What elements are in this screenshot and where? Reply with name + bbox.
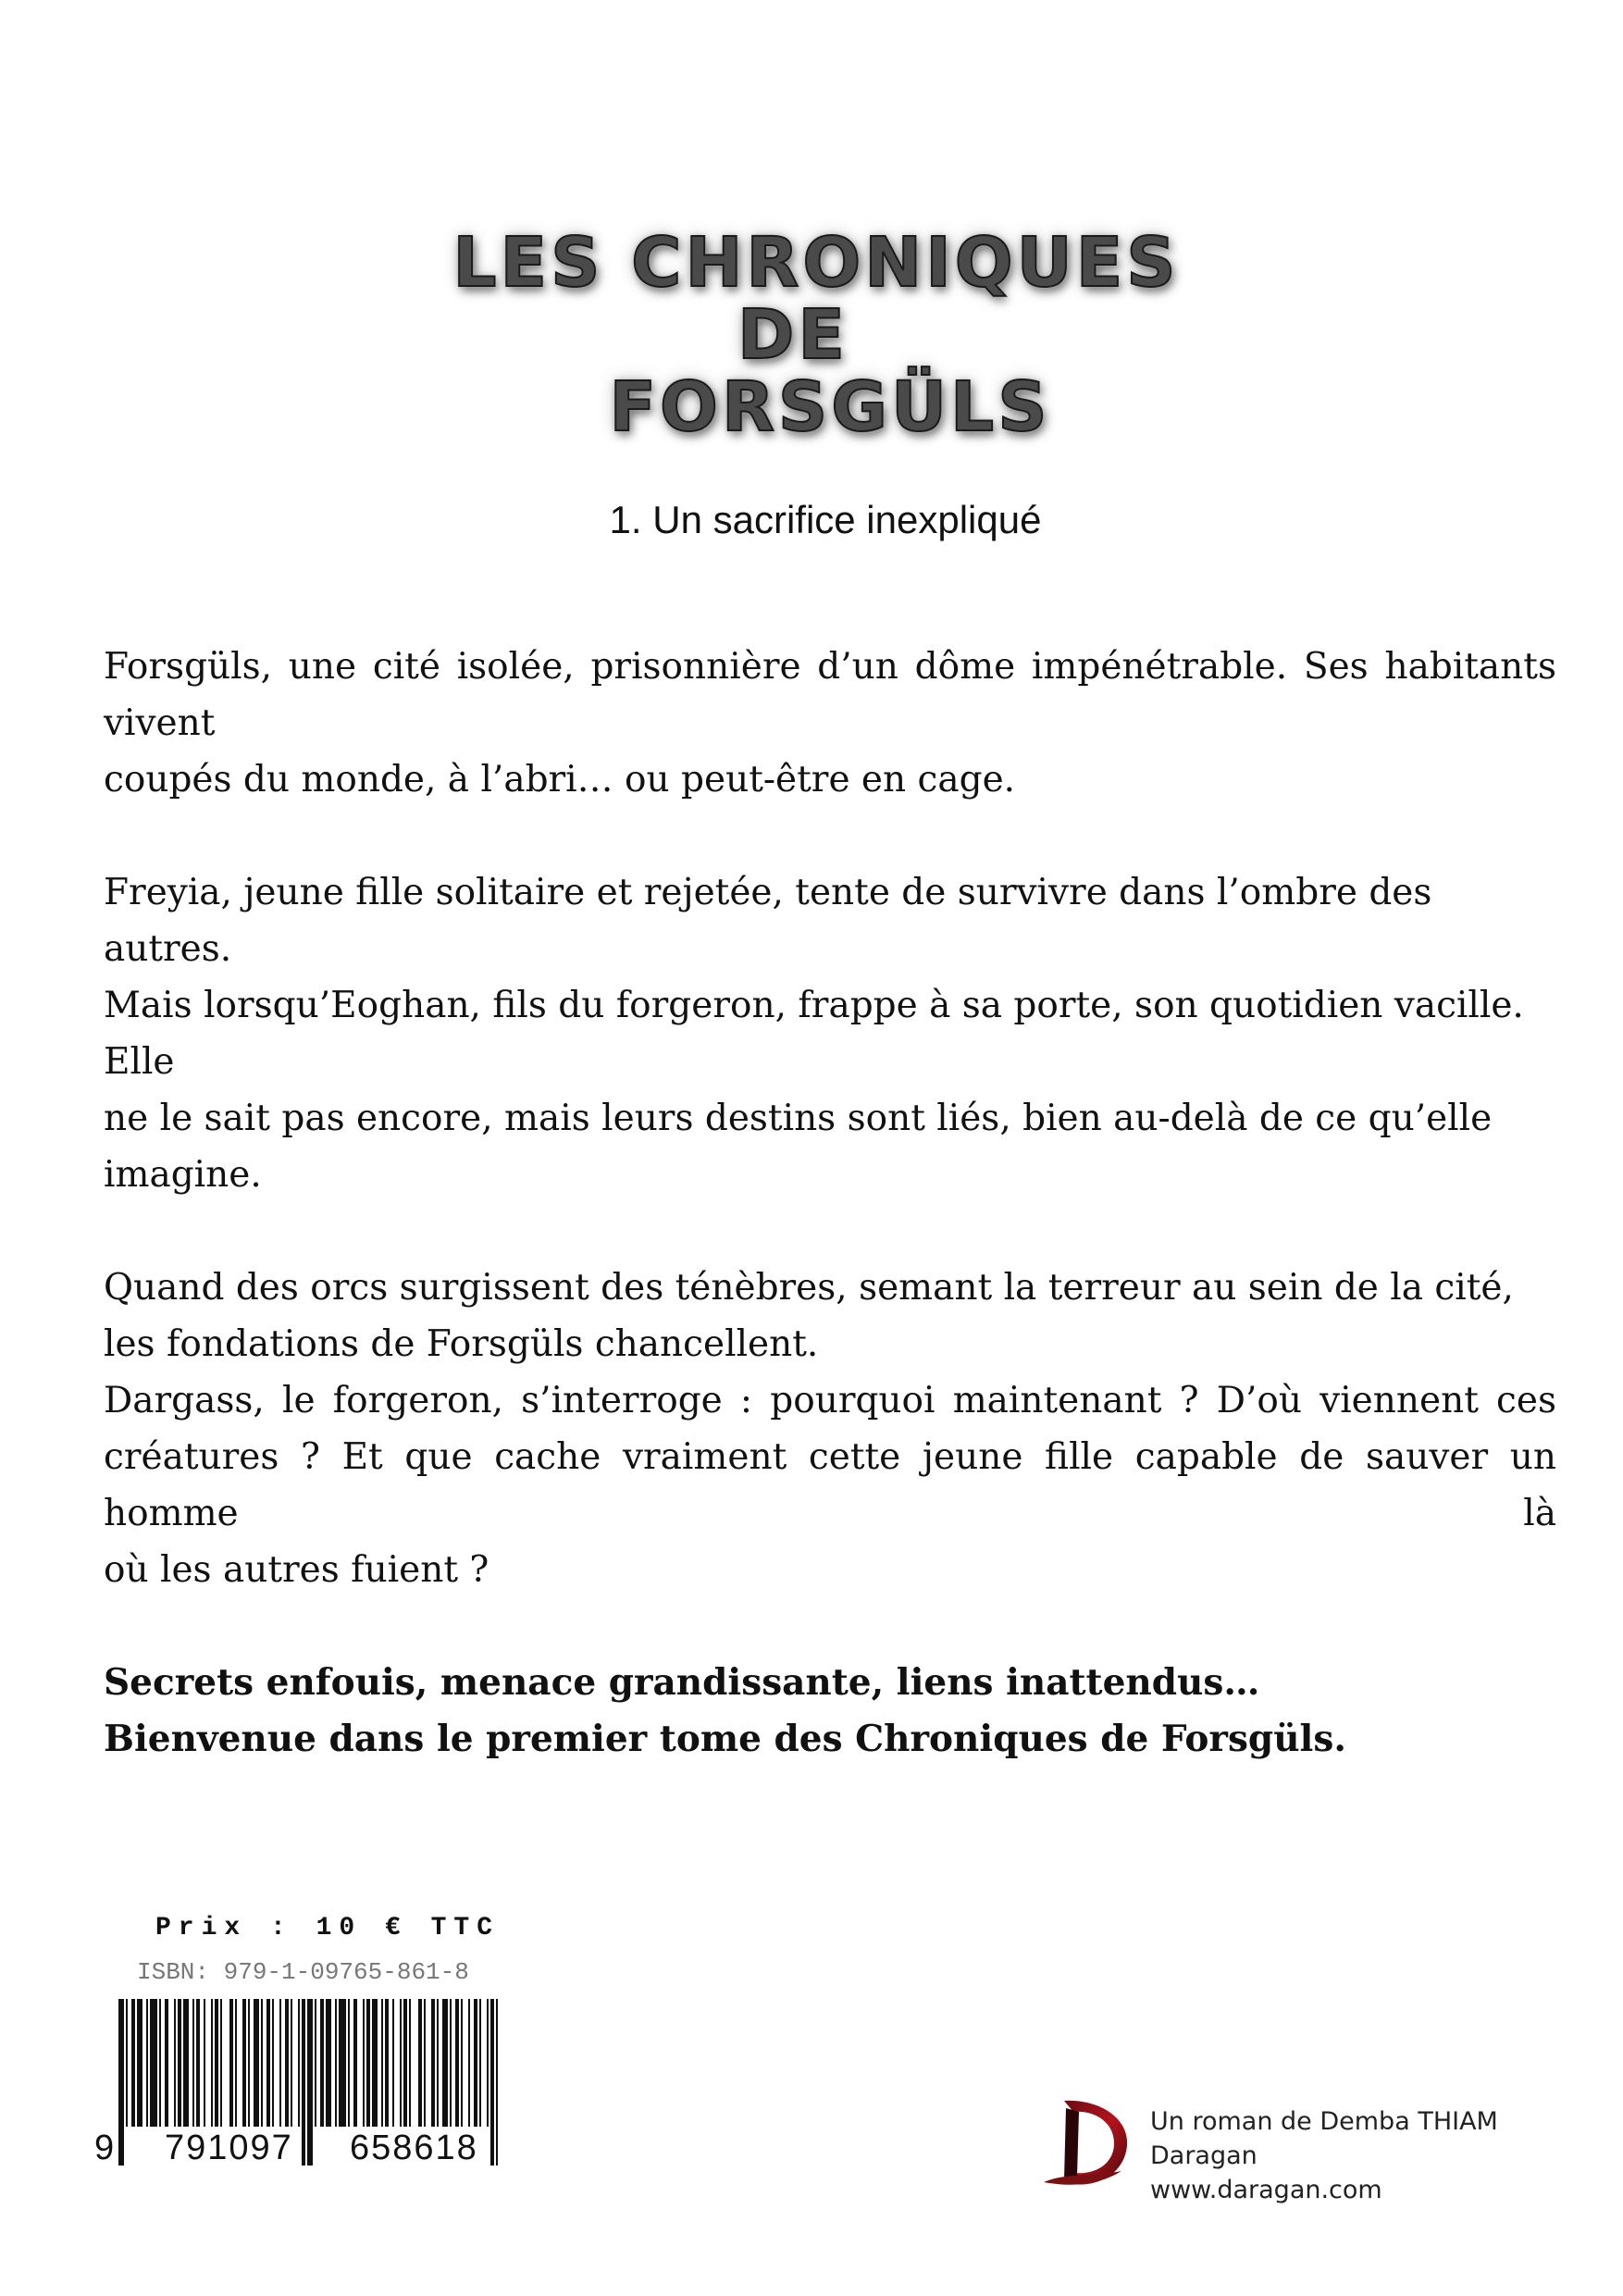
blurb-line: ne le sait pas encore, mais leurs destins sont liés, bien au-delà de ce qu’elle imagine. xyxy=(104,1098,1493,1196)
blurb-line: les fondations de Forsgüls chancellent. xyxy=(104,1323,819,1365)
barcode-left-digits: 791097 xyxy=(165,2128,293,2167)
title-line-3: FORSGÜLS xyxy=(609,367,1051,447)
barcode-bar xyxy=(461,1999,463,2127)
barcode-bar xyxy=(372,1999,378,2127)
barcode-bar xyxy=(159,1999,161,2127)
barcode-bar xyxy=(431,1999,435,2127)
barcode-bar xyxy=(150,1999,157,2127)
closing-line: Bienvenue dans le premier tome des Chroniques de Forsgüls. xyxy=(104,1718,1346,1760)
barcode-bar xyxy=(192,1999,194,2127)
barcode-bar xyxy=(339,1999,346,2127)
blurb-line: coupés du monde, à l’abri… ou peut-être en cage. xyxy=(104,759,1016,800)
book-title xyxy=(0,223,1623,447)
blurb-line: Mais lorsqu’Eoghan, fils du forgeron, frappe à sa porte, son quotidien vacille. Elle xyxy=(104,985,1524,1083)
barcode-bar xyxy=(490,1999,494,2166)
price-label: Prix : 10 € TTC xyxy=(155,1914,501,1942)
barcode-bar xyxy=(479,1999,481,2127)
barcode-bar xyxy=(229,1999,233,2127)
barcode-bar xyxy=(137,1999,142,2127)
barcode-bar xyxy=(279,1999,281,2127)
barcode-bar xyxy=(487,1999,489,2127)
blurb-line: Quand des orcs surgissent des ténèbres, semant la terreur au sein de la cité, xyxy=(104,1267,1514,1309)
barcode-bar xyxy=(261,1999,263,2127)
barcode-bar xyxy=(363,1999,365,2127)
barcode-bar xyxy=(450,1999,452,2127)
blurb-line: où les autres fuient ? xyxy=(104,1549,489,1591)
barcode-bar xyxy=(442,1999,448,2127)
barcode-bar xyxy=(353,1999,357,2127)
barcode-bar xyxy=(496,1999,498,2166)
blurb-line: créatures ? Et que cache vraiment cette jeune fille capable de sauver un homme là xyxy=(104,1436,1556,1534)
blurb-paragraph-1 xyxy=(104,639,1556,808)
barcode-bar xyxy=(254,1999,259,2127)
barcode-bar xyxy=(178,1999,181,2127)
barcode-bar xyxy=(215,1999,218,2127)
barcode-bar xyxy=(272,1999,274,2127)
book-subtitle: 1. Un sacrifice inexpliqué xyxy=(609,498,1042,541)
barcode-bar xyxy=(315,1999,316,2127)
barcode-bar xyxy=(455,1999,459,2127)
barcode-bar xyxy=(235,1999,237,2127)
title-line-1: LES CHRONIQUES xyxy=(452,223,1180,303)
barcode-bar xyxy=(165,1999,168,2127)
closing-line: Secrets enfouis, menace grandissante, liens inattendus… xyxy=(104,1661,1260,1704)
blurb-closing xyxy=(104,1655,1556,1768)
barcode-bar xyxy=(385,1999,389,2127)
barcode-bar xyxy=(298,1999,300,2127)
barcode-bar xyxy=(468,1999,470,2127)
publisher-name: Daragan xyxy=(1150,2141,1258,2170)
barcode-bar xyxy=(118,1999,124,2166)
barcode-bar xyxy=(146,1999,148,2127)
barcode-right-digits: 658618 xyxy=(350,2128,478,2167)
barcode-bar xyxy=(211,1999,213,2127)
author-line: Un roman de Demba THIAM xyxy=(1150,2107,1498,2136)
barcode-bar xyxy=(302,1999,305,2166)
blurb-paragraph-2 xyxy=(104,864,1556,1203)
barcode-bar xyxy=(424,1999,426,2127)
publisher-website: www.daragan.com xyxy=(1150,2176,1382,2204)
barcode-first-digit: 9 xyxy=(94,2128,115,2167)
barcode-bar xyxy=(174,1999,176,2127)
barcode-bar xyxy=(326,1999,331,2127)
barcode-bar xyxy=(220,1999,222,2127)
barcode-bar xyxy=(196,1999,200,2127)
barcode-bar xyxy=(381,1999,383,2127)
back-cover-blurb xyxy=(104,639,1556,1824)
blurb-line: Freyia, jeune fille solitaire et rejetée, tente de survivre dans l’ombre des autres. xyxy=(104,872,1432,970)
barcode-bar xyxy=(183,1999,189,2127)
barcode-bar xyxy=(204,1999,205,2127)
barcode-bar xyxy=(418,1999,422,2127)
barcode-bar xyxy=(320,1999,324,2127)
barcode-bar xyxy=(335,1999,337,2127)
barcode-bar xyxy=(291,1999,292,2127)
isbn-label: ISBN: 979-1-09765-861-8 xyxy=(137,1958,469,1986)
title-line-2: DE xyxy=(737,295,849,375)
barcode-bar xyxy=(126,1999,128,2127)
barcode-bar xyxy=(307,1999,313,2166)
barcode-bar xyxy=(248,1999,250,2127)
daragan-d-logo-icon xyxy=(1036,2091,1138,2193)
barcode-bar xyxy=(400,1999,402,2127)
barcode-bar xyxy=(437,1999,439,2127)
barcode-bar xyxy=(409,1999,411,2127)
barcode-bar xyxy=(366,1999,370,2127)
barcode-bar xyxy=(392,1999,394,2127)
barcode-bar xyxy=(474,1999,477,2127)
barcode-bar xyxy=(285,1999,289,2127)
barcode-bar xyxy=(266,1999,270,2127)
barcode-bar xyxy=(348,1999,350,2127)
barcode-bar xyxy=(403,1999,407,2127)
barcode-bar xyxy=(131,1999,135,2127)
blurb-line: Dargass, le forgeron, s’interroge : pourquoi maintenant ? D’où viennent ces xyxy=(104,1380,1556,1421)
publisher-info xyxy=(1150,2104,1498,2207)
blurb-paragraph-3 xyxy=(104,1260,1556,1598)
barcode-bar xyxy=(242,1999,246,2127)
blurb-line: Forsgüls, une cité isolée, prisonnière d’un dôme impénétrable. Ses habitants vivent xyxy=(104,646,1556,744)
